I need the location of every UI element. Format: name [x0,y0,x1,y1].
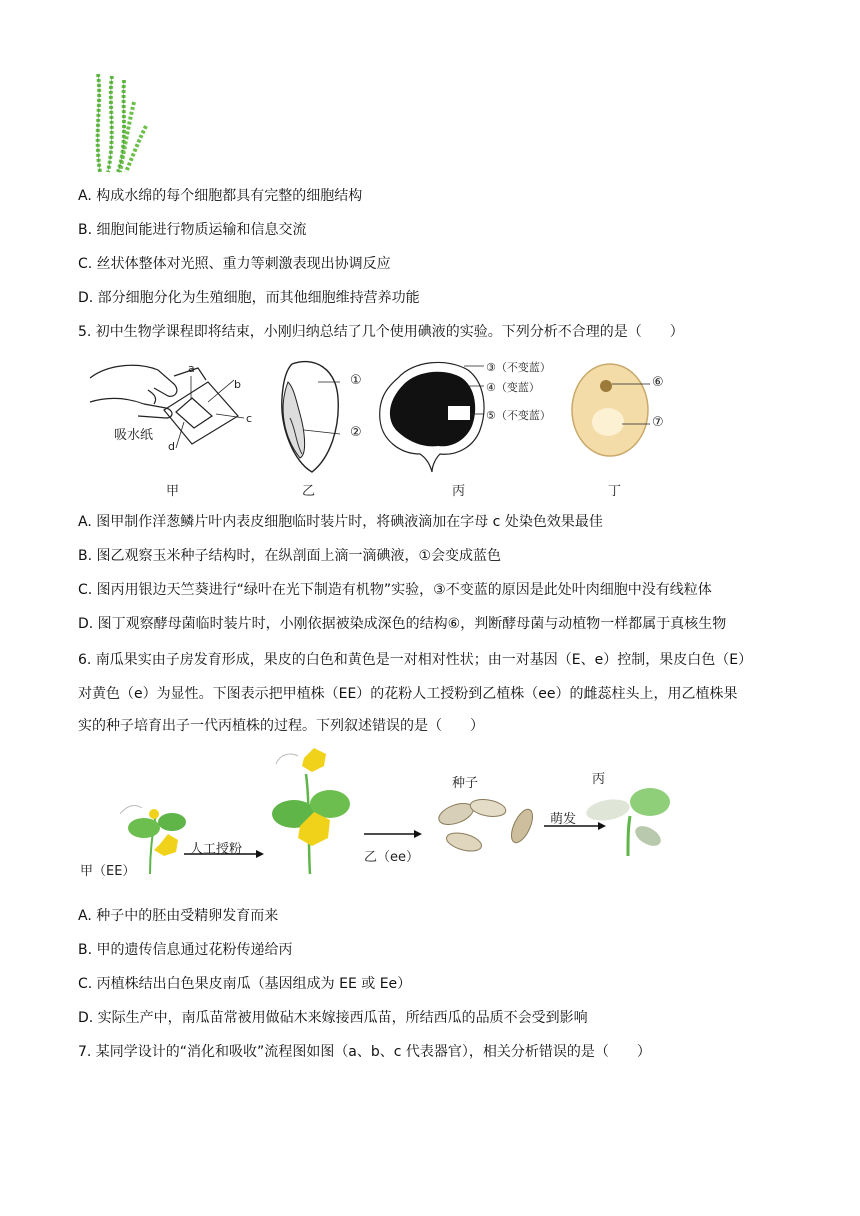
fig-jia-label-b: b [234,378,241,391]
q7-stem: 7. 某同学设计的“消化和吸收”流程图如图（a、b、c 代表器官），相关分析错误的是（ ） [78,1044,651,1060]
fig-bing-label-5: ⑤（不变蓝） [486,409,551,422]
fig-bing-caption: 丙 [452,484,466,499]
q6-option-b: B. 甲的遗传信息通过花粉传递给丙 [78,942,293,958]
fig-jia-label-a: a [188,362,195,375]
spirogyra-image [88,72,158,176]
fig-ding-label-6: ⑥ [652,375,664,390]
fig-jia-label-d: d [168,440,175,453]
fig-q6-seed-label: 种子 [452,776,479,791]
fig-ding-caption: 丁 [608,484,622,499]
fig-q6-jia-label: 甲（EE） [80,864,136,879]
fig-bing-label-3: ③（不变蓝） [486,361,551,374]
fig-q6-bing-label: 丙 [592,772,606,787]
q5-option-d: D. 图丁观察酵母菌临时装片时，小刚依据被染成深色的结构⑥，判断酵母菌与动植物一样都属于真核生物 [78,616,727,632]
figure-jia-slide-illustration [88,358,268,458]
fig-jia-paper-label: 吸水纸 [114,428,154,443]
q6-option-a: A. 种子中的胚由受精卵发育而来 [78,908,279,924]
q5-option-b: B. 图乙观察玉米种子结构时，在纵剖面上滴一滴碘液，①会变成蓝色 [78,548,502,564]
fig-q6-germinate-label: 萌发 [550,812,577,827]
q5-option-a: A. 图甲制作洋葱鳞片叶内表皮细胞临时装片时，将碘液滴加在字母 c 处染色效果最佳 [78,514,603,530]
fig-q6-pollination-label: 人工授粉 [190,842,243,857]
q6-option-d: D. 实际生产中，南瓜苗常被用做砧木来嫁接西瓜苗，所结西瓜的品质不会受到影响 [78,1010,588,1026]
fig-jia-caption: 甲 [166,484,180,499]
figure-q6-pumpkin-process [80,744,680,894]
q5-stem: 5. 初中生物学课程即将结束，小刚归纳总结了几个使用碘液的实验。下列分析不合理的是（ ） [78,324,684,340]
q4-option-d: D. 部分细胞分化为生殖细胞，而其他细胞维持营养功能 [78,290,420,306]
fig-yi-label-1: ① [350,373,362,388]
q4-option-c: C. 丝状体整体对光照、重力等刺激表现出协调反应 [78,256,391,272]
q4-option-a: A. 构成水绵的每个细胞都具有完整的细胞结构 [78,188,363,204]
fig-yi-caption: 乙 [302,484,316,499]
fig-ding-label-7: ⑦ [652,415,664,430]
figure-yi-corn-seed [274,358,348,474]
fig-q6-yi-label: 乙（ee） [364,850,419,865]
q6-option-c: C. 丙植株结出白色果皮南瓜（基因组成为 EE 或 Ee） [78,976,412,992]
fig-bing-label-4: ④（变蓝） [486,381,540,394]
fig-jia-label-c: c [246,412,253,425]
fig-yi-label-2: ② [350,425,362,440]
q5-option-c: C. 图丙用银边天竺葵进行“绿叶在光下制造有机物”实验，③不变蓝的原因是此处叶肉细胞中没有线粒体 [78,582,712,598]
q6-stem-line-2: 对黄色（e）为显性。下图表示把甲植株（EE）的花粉人工授粉到乙植株（ee）的雌蕊柱头上，用乙植株果 [78,686,738,702]
q6-stem-line-3: 实的种子培育出子一代丙植株的过程。下列叙述错误的是（ ） [78,718,484,734]
q6-stem-line-1: 6. 南瓜果实由子房发育形成，果皮的白色和黄色是一对相对性状；由一对基因（E、e）控制，果皮白色（E） [78,652,753,668]
figure-bing-leaf [378,360,490,472]
q4-option-b: B. 细胞间能进行物质运输和信息交流 [78,222,307,238]
